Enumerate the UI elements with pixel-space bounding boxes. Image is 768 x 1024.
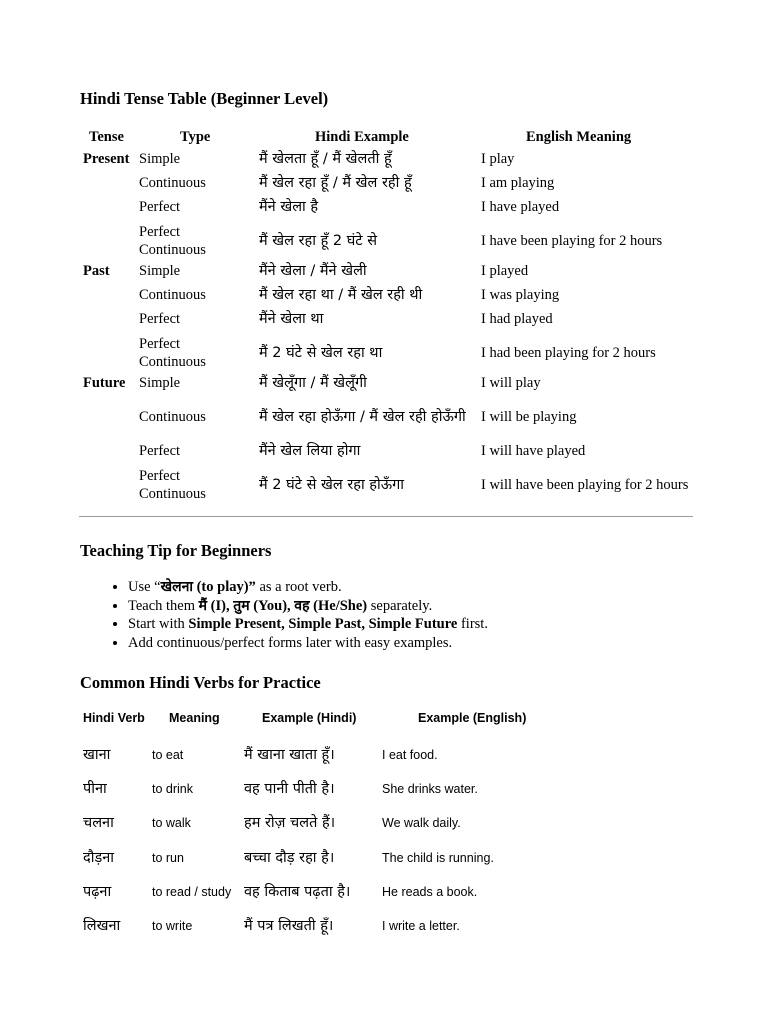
verb-meaning: to read / study	[152, 885, 232, 899]
hindi-example: मैं खेल रहा हूँ / मैं खेल रही हूँ	[259, 175, 412, 191]
hindi-example: मैंने खेला है	[259, 199, 319, 215]
tip-item: • Teach them मैं (I), तुम (You), वह (He/She) separately.	[128, 597, 688, 616]
column-header-example-en: Example (English)	[418, 711, 527, 725]
english-meaning: I will be playing	[481, 409, 577, 425]
english-meaning: I will have played	[481, 443, 586, 459]
tense-label: Past	[83, 263, 110, 279]
english-meaning: I was playing	[481, 287, 560, 303]
column-header-tense: Tense	[89, 129, 124, 145]
tip-item: • Use “खेलना (to play)” as a root verb.	[128, 578, 688, 597]
tense-type: Perfect	[139, 443, 181, 459]
teaching-tip-heading: Teaching Tip for Beginners	[80, 541, 272, 560]
tense-type: Perfect Continuous	[139, 468, 206, 502]
example-hindi: वह किताब पढ़ता है।	[244, 884, 351, 900]
hindi-example: मैं 2 घंटे से खेल रहा होऊँगा	[259, 477, 405, 493]
hindi-example: मैं खेलता हूँ / मैं खेलती हूँ	[259, 151, 392, 167]
column-header-meaning: Meaning	[169, 711, 220, 725]
example-hindi: बच्चा दौड़ रहा है।	[244, 850, 335, 866]
column-header-type: Type	[180, 129, 211, 145]
hindi-example: मैं खेल रहा था / मैं खेल रही थी	[259, 287, 423, 303]
hindi-example: मैं खेल रहा होऊँगा / मैं खेल रही होऊँगी	[259, 409, 466, 425]
hindi-verb: खाना	[83, 747, 111, 763]
verb-meaning: to run	[152, 851, 184, 865]
hindi-verb: दौड़ना	[83, 850, 115, 866]
tense-type: Simple	[139, 263, 181, 279]
example-english: The child is running.	[382, 851, 494, 865]
hindi-word: खेलना	[160, 579, 193, 595]
english-meaning: I will play	[481, 375, 541, 391]
english-meaning: I have been playing for 2 hours	[481, 233, 663, 249]
example-english: We walk daily.	[382, 816, 461, 830]
column-header-english: English Meaning	[526, 129, 632, 145]
tip-item: • Add continuous/perfect forms later with easy examples.	[128, 634, 688, 653]
tense-type: Perfect	[139, 311, 181, 327]
hindi-example: मैं खेलूँगा / मैं खेलूँगी	[259, 375, 367, 391]
verbs-heading: Common Hindi Verbs for Practice	[80, 673, 321, 692]
tense-type: Continuous	[139, 287, 206, 303]
hindi-example: मैंने खेला था	[259, 311, 324, 327]
verb-meaning: to walk	[152, 816, 191, 830]
example-english: I write a letter.	[382, 919, 460, 933]
hindi-verb: लिखना	[83, 918, 121, 934]
tense-type: Perfect Continuous	[139, 336, 206, 370]
page-title: Hindi Tense Table (Beginner Level)	[80, 89, 329, 108]
tense-label: Present	[83, 151, 130, 167]
english-meaning: I am playing	[481, 175, 555, 191]
hindi-example: मैं खेल रहा हूँ 2 घंटे से	[259, 233, 378, 249]
tense-type: Perfect	[139, 199, 181, 215]
column-header-example-hi: Example (Hindi)	[262, 711, 357, 725]
tense-type: Continuous	[139, 409, 206, 425]
example-english: I eat food.	[382, 748, 438, 762]
english-meaning: I had played	[481, 311, 553, 327]
hindi-word: वह	[294, 597, 310, 614]
example-hindi: मैं खाना खाता हूँ।	[244, 747, 335, 763]
tense-type: Simple	[139, 151, 181, 167]
english-meaning: I have played	[481, 199, 560, 215]
hindi-example: मैं 2 घंटे से खेल रहा था	[259, 345, 383, 361]
english-meaning: I had been playing for 2 hours	[481, 345, 656, 361]
hindi-example: मैंने खेला / मैंने खेली	[259, 263, 367, 279]
section-divider	[79, 516, 693, 517]
tip-item: • Start with Simple Present, Simple Past, Simple Future first.	[128, 615, 688, 634]
hindi-verb: पीना	[83, 781, 107, 797]
example-english: He reads a book.	[382, 885, 478, 899]
example-english: She drinks water.	[382, 782, 478, 796]
hindi-verb: पढ़ना	[83, 884, 112, 900]
english-meaning: I played	[481, 263, 529, 279]
verb-meaning: to drink	[152, 782, 193, 796]
tense-type: Simple	[139, 375, 181, 391]
hindi-example: मैंने खेल लिया होगा	[259, 443, 361, 459]
verb-meaning: to write	[152, 919, 193, 933]
column-header-hindi: Hindi Example	[315, 129, 409, 145]
tense-type: Perfect Continuous	[139, 224, 206, 258]
english-meaning: I will have been playing for 2 hours	[481, 477, 689, 493]
english-meaning: I play	[481, 151, 515, 167]
column-header-verb: Hindi Verb	[83, 711, 145, 725]
example-hindi: मैं पत्र लिखती हूँ।	[244, 918, 334, 934]
hindi-verb: चलना	[83, 815, 114, 831]
example-hindi: वह पानी पीती है।	[244, 781, 335, 797]
hindi-word: तुम	[233, 597, 250, 614]
tense-label: Future	[83, 375, 126, 391]
verb-meaning: to eat	[152, 748, 184, 762]
hindi-word: मैं	[198, 597, 208, 614]
tense-type: Continuous	[139, 175, 206, 191]
example-hindi: हम रोज़ चलते हैं।	[244, 815, 336, 831]
teaching-tip-list	[100, 578, 688, 652]
